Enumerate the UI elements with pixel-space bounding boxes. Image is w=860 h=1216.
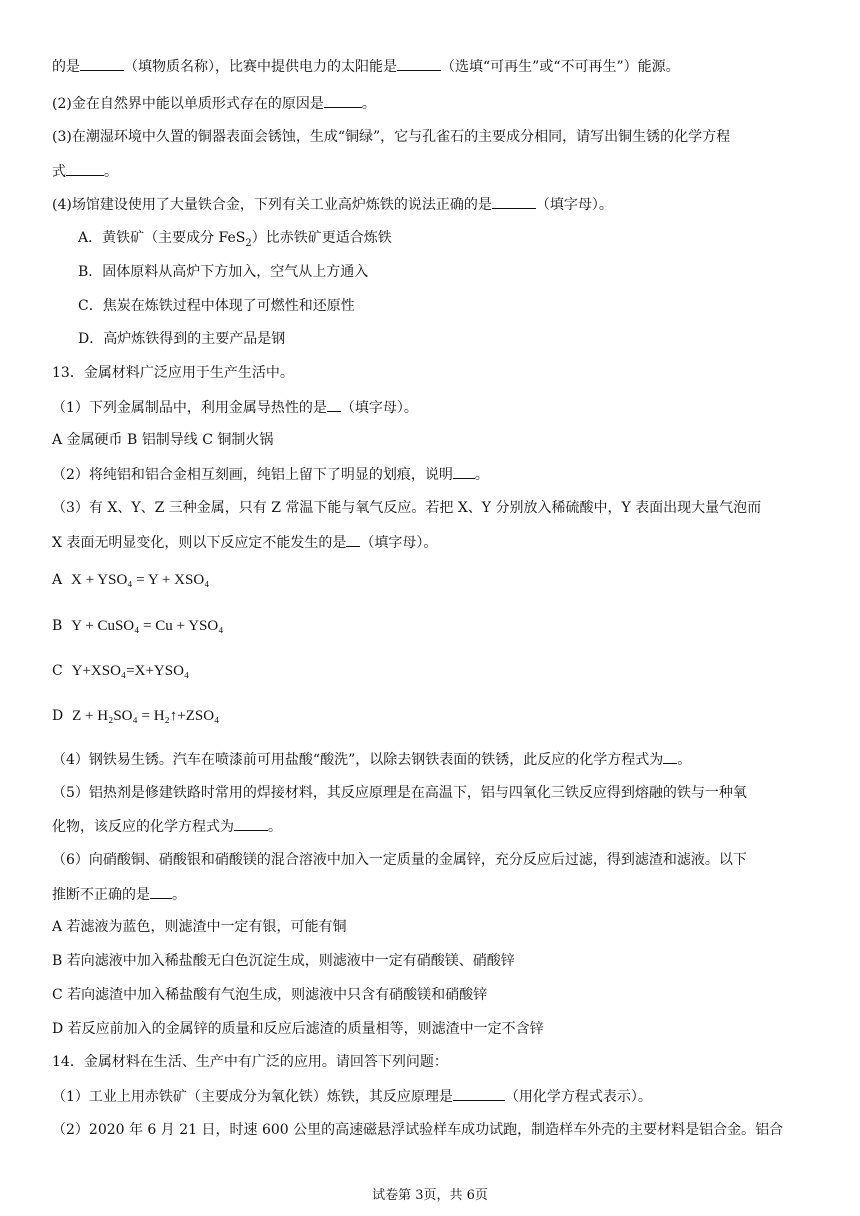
text-line: （6）向硝酸铜、硝酸银和硝酸镁的混合溶液中加入一定质量的金属锌，充分反应后过滤，得到滤渣和滤液。以下 [52, 852, 747, 868]
answer-blank[interactable] [397, 56, 441, 71]
equation-option-b[interactable]: B Y + CuSO₄ = Cu + YSO₄ [52, 618, 224, 634]
text-line: （1）工业上用赤铁矿（主要成分为氧化铁）炼铁，其反应原理是 （用化学方程式表示）。 [52, 1086, 820, 1107]
answer-blank[interactable] [663, 749, 677, 764]
answer-blank[interactable] [346, 532, 360, 547]
text-line: （2）将纯铝和铝合金相互刻画，纯铝上留下了明显的划痕，说明 。 [52, 464, 820, 485]
text-line: （5）铝热剂是修建铁路时常用的焊接材料，其反应原理是在高温下，铝与四氧化三铁反应得到熔融的铁与一种氧 [52, 785, 747, 801]
answer-blank[interactable] [80, 56, 124, 71]
option-c[interactable]: C．焦炭在炼铁过程中体现了可燃性和还原性 [78, 298, 355, 314]
options-row: A 金属硬币 B 铝制导线 C 铜制火锅 [52, 432, 274, 448]
text-line: （3）有 X、Y、Z 三种金属，只有 Z 常温下能与氧气反应。若把 X、Y 分别放入稀硫酸中，Y 表面出现大量气泡而 [52, 500, 762, 516]
answer-blank[interactable] [492, 194, 536, 209]
text-line: (4)场馆建设使用了大量铁合金，下列有关工业高炉炼铁的说法正确的是 （填字母）。 [52, 194, 820, 215]
answer-blank[interactable] [150, 884, 172, 899]
option-b[interactable]: B．固体原料从高炉下方加入，空气从上方通入 [78, 264, 369, 280]
answer-blank[interactable] [66, 161, 104, 176]
page-footer: 试卷第 3页，共 6页 [372, 1188, 488, 1203]
text-line: 化物，该反应的化学方程式为 。 [52, 816, 820, 837]
option-a[interactable]: A 若滤液为蓝色，则滤渣中一定有银，可能有铜 [52, 919, 347, 935]
option-d[interactable]: D 若反应前加入的金属锌的质量和反应后滤渣的质量相等，则滤渣中一定不含锌 [52, 1021, 544, 1037]
text-line: (2)金在自然界中能以单质形式存在的原因是 。 [52, 93, 820, 114]
answer-blank[interactable] [327, 397, 341, 412]
equation-option-d[interactable]: D Z + H₂SO₄ = H₂↑+ZSO₄ [52, 708, 220, 724]
text-line: X 表面无明显变化，则以下反应定不能发生的是 （填字母）。 [52, 532, 820, 553]
text-line: （1）下列金属制品中，利用金属导热性的是 （填字母）。 [52, 397, 820, 418]
answer-blank[interactable] [234, 816, 268, 831]
question-14-title: 14．金属材料在生活、生产中有广泛的应用。请回答下列问题： [52, 1054, 448, 1070]
text-line: （2）2020 年 6 月 21 日，时速 600 公里的高速磁悬浮试验样车成功试跑，制造样车外壳的主要材料是铝合金。铝合 [52, 1122, 784, 1138]
answer-blank[interactable] [453, 464, 475, 479]
option-a[interactable]: A．黄铁矿（主要成分 FeS$_2$）比赤铁矿更适合炼铁 [78, 230, 392, 249]
option-d[interactable]: D．高炉炼铁得到的主要产品是钢 [78, 331, 286, 347]
text-line: 的是 （填物质名称），比赛中提供电力的太阳能是 （选填“可再生”或“不可再生”）能源。 [52, 56, 820, 77]
equation-option-a[interactable]: A X + YSO₄ = Y + XSO₄ [52, 572, 210, 588]
text-line: 推断不正确的是 。 [52, 884, 820, 905]
answer-blank[interactable] [453, 1086, 505, 1101]
option-b[interactable]: B 若向滤液中加入稀盐酸无白色沉淀生成，则滤液中一定有硝酸镁、硝酸锌 [52, 953, 515, 969]
equation-option-c[interactable]: C Y+XSO₄=X+YSO₄ [52, 663, 190, 679]
option-c[interactable]: C 若向滤渣中加入稀盐酸有气泡生成，则滤液中只含有硝酸镁和硝酸锌 [52, 987, 488, 1003]
text-line: （4）钢铁易生锈。汽车在喷漆前可用盐酸“酸洗”，以除去钢铁表面的铁锈，此反应的化学方程式为 。 [52, 749, 820, 770]
text-line: (3)在潮湿环境中久置的铜器表面会锈蚀，生成“铜绿”，它与孔雀石的主要成分相同，请写出铜生锈的化学方程 [52, 129, 731, 145]
question-13-title: 13．金属材料广泛应用于生产生活中。 [52, 365, 294, 381]
answer-blank[interactable] [324, 93, 362, 108]
text-line: 式 。 [52, 161, 820, 182]
